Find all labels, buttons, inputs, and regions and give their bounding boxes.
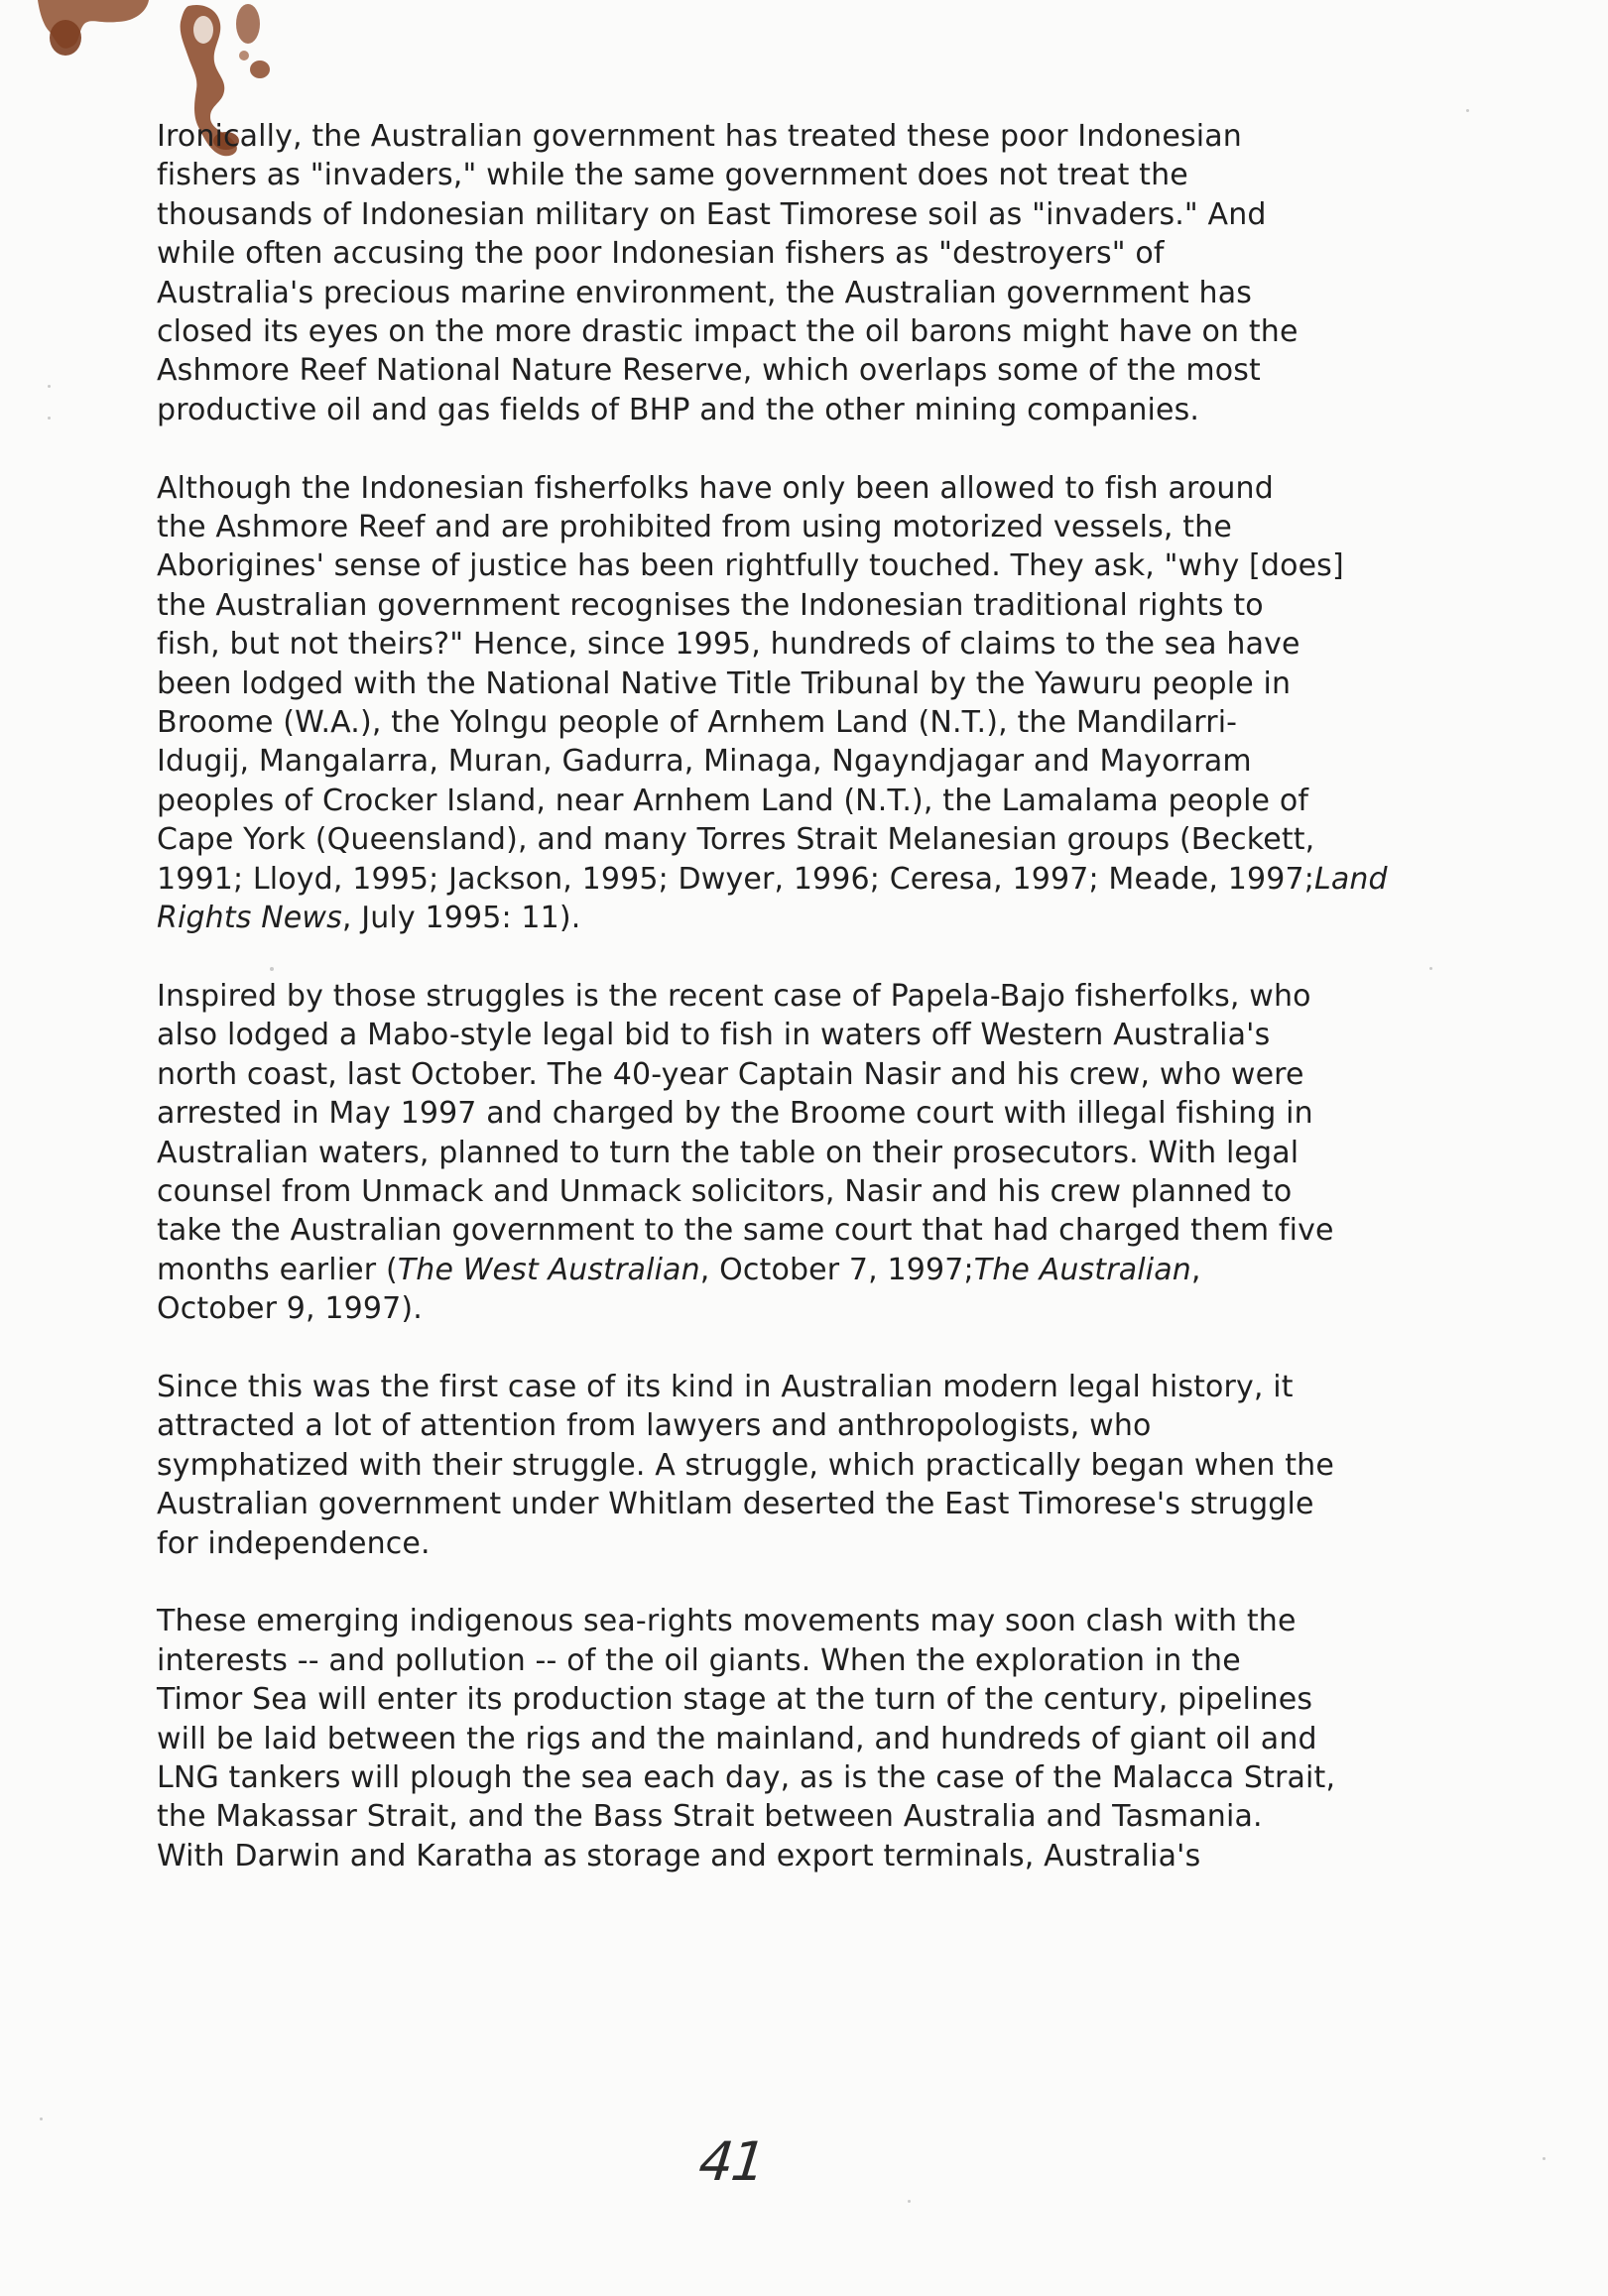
text-line: symphatized with their struggle. A struggle, which practically began when the: [157, 1447, 1334, 1483]
text-line: peoples of Crocker Island, near Arnhem Land (N.T.), the Lamalama people of: [157, 783, 1309, 818]
text-segment: , October 7, 1997;: [699, 1252, 974, 1287]
text-line: Ironically, the Australian government has treated these poor Indonesian: [157, 119, 1242, 154]
text-line: interests -- and pollution -- of the oil giants. When the exploration in the: [157, 1642, 1241, 1678]
text-line: the Australian government recognises the Indonesian traditional rights to: [157, 587, 1264, 623]
text-line: With Darwin and Karatha as storage and export terminals, Australia's: [157, 1838, 1201, 1873]
text-line: arrested in May 1997 and charged by the Broome court with illegal fishing in: [157, 1096, 1313, 1132]
text-line: Australian waters, planned to turn the table on their prosecutors. With legal: [157, 1135, 1299, 1170]
text-line: for independence.: [157, 1525, 431, 1561]
text-line: the Ashmore Reef and are prohibited from using motorized vessels, the: [157, 510, 1232, 545]
text-line: take the Australian government to the same court that had charged them five: [157, 1213, 1334, 1249]
page-number: 41: [695, 2130, 768, 2193]
text-line: counsel from Unmack and Unmack solicitors, Nasir and his crew planned to: [157, 1173, 1293, 1209]
text-line: will be laid between the rigs and the mainland, and hundreds of giant oil and: [157, 1721, 1317, 1756]
article-body: [157, 117, 1388, 1915]
text-line: also lodged a Mabo-style legal bid to fish in waters off Western Australia's: [157, 1018, 1271, 1053]
paragraph-2: [157, 469, 1388, 938]
text-line: north coast, last October. The 40-year Captain Nasir and his crew, who were: [157, 1056, 1304, 1092]
text-segment: , July 1995: 11).: [341, 901, 581, 936]
citation-italic: Land: [1313, 861, 1388, 897]
citation-italic: The Australian: [973, 1252, 1191, 1287]
paragraph-4: [157, 1368, 1377, 1563]
scan-speck: [908, 2200, 911, 2203]
text-line: Aborigines' sense of justice has been rightfully touched. They ask, "why [does]: [157, 548, 1344, 584]
text-line: Australia's precious marine environment, the Australian government has: [157, 275, 1253, 310]
text-segment: ,: [1190, 1252, 1201, 1287]
text-line: productive oil and gas fields of BHP and the other mining companies.: [157, 392, 1200, 427]
text-line: Although the Indonesian fisherfolks have only been allowed to fish around: [157, 470, 1274, 506]
text-line: the Makassar Strait, and the Bass Strait between Australia and Tasmania.: [157, 1799, 1263, 1835]
text-line: LNG tankers will plough the sea each day, as is the case of the Malacca Strait,: [157, 1760, 1336, 1795]
text-line: thousands of Indonesian military on East Timorese soil as "invaders." And: [157, 196, 1267, 232]
scan-speck: [1466, 109, 1469, 112]
text-line: Cape York (Queensland), and many Torres Strait Melanesian groups (Beckett,: [157, 822, 1315, 858]
paragraph-5: [157, 1602, 1377, 1875]
text-line: Ashmore Reef National Nature Reserve, which overlaps some of the most: [157, 353, 1261, 389]
scan-speck: [1429, 967, 1432, 970]
text-line: attracted a lot of attention from lawyers and anthropologists, who: [157, 1408, 1152, 1444]
scan-speck: [40, 2117, 43, 2120]
text-segment: months earlier (: [157, 1252, 398, 1287]
text-line: Inspired by those struggles is the recent case of Papela-Bajo fisherfolks, who: [157, 978, 1311, 1014]
paragraph-3: [157, 977, 1377, 1329]
text-line: Timor Sea will enter its production stage at the turn of the century, pipelines: [157, 1682, 1313, 1718]
text-line: [157, 1251, 1377, 1289]
text-line: Broome (W.A.), the Yolngu people of Arnhem Land (N.T.), the Mandilarri-: [157, 705, 1238, 741]
text-line: These emerging indigenous sea-rights movements may soon clash with the: [157, 1604, 1297, 1639]
scan-speck: [270, 967, 274, 971]
text-segment: 1991; Lloyd, 1995; Jackson, 1995; Dwyer, 1996; Ceresa, 1997; Meade, 1997;: [157, 861, 1314, 897]
text-line: October 9, 1997).: [157, 1291, 423, 1327]
text-line: fishers as "invaders," while the same government does not treat the: [157, 158, 1188, 193]
text-line: Since this was the first case of its kind in Australian modern legal history, it: [157, 1369, 1294, 1404]
scan-speck: [48, 417, 51, 420]
scan-speck: [1543, 2157, 1546, 2160]
text-line: Idugij, Mangalarra, Muran, Gadurra, Minaga, Ngayndjagar and Mayorram: [157, 744, 1252, 780]
text-line: while often accusing the poor Indonesian fishers as "destroyers" of: [157, 236, 1165, 272]
scan-speck: [48, 385, 51, 388]
text-line: been lodged with the National Native Title Tribunal by the Yawuru people in: [157, 665, 1292, 701]
text-line: closed its eyes on the more drastic impact the oil barons might have on the: [157, 314, 1299, 350]
citation-italic: The West Australian: [397, 1252, 700, 1287]
text-line: fish, but not theirs?" Hence, since 1995, hundreds of claims to the sea have: [157, 627, 1300, 663]
text-line: [157, 860, 1388, 899]
text-line: Australian government under Whitlam deserted the East Timorese's struggle: [157, 1487, 1314, 1522]
paragraph-1: [157, 117, 1377, 429]
citation-italic: Rights News: [157, 901, 342, 936]
text-line: [157, 899, 1377, 937]
